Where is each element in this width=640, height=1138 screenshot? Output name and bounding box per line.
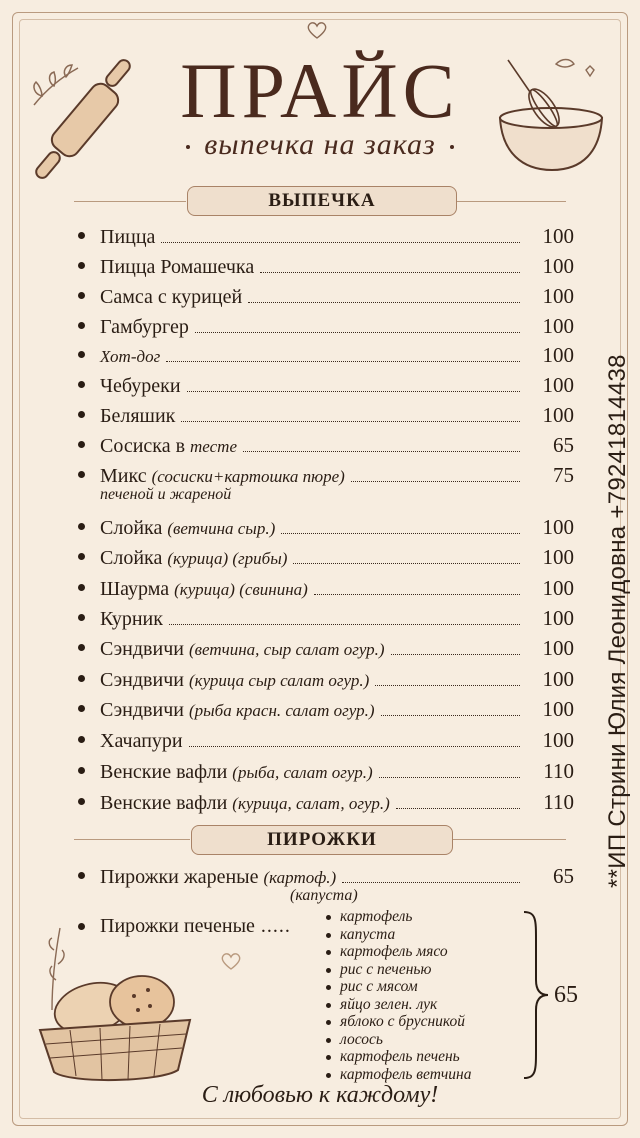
item-name: Беляшик <box>100 405 176 427</box>
dot-leader <box>281 532 520 534</box>
item-price: 100 <box>542 697 574 721</box>
item-price: 110 <box>543 759 574 783</box>
filling-item: яблоко с брусникой <box>322 1013 532 1031</box>
item-price: 100 <box>542 606 574 630</box>
dot-leader <box>351 480 520 482</box>
item-price: 100 <box>542 667 574 691</box>
item-price: 100 <box>542 515 574 539</box>
dot-icon <box>450 145 454 149</box>
dot-leader <box>189 745 520 747</box>
dot-leader <box>260 271 520 273</box>
bullet-icon <box>78 644 85 651</box>
item-name: Хачапури <box>100 730 183 752</box>
page-title: ПРАЙС <box>180 47 460 134</box>
bullet-icon <box>78 705 85 712</box>
item-note: печеной и жареной <box>100 486 232 503</box>
item-price: 100 <box>542 343 574 367</box>
dot-leader <box>391 653 520 655</box>
item-price: 100 <box>542 545 574 569</box>
bread-basket-icon <box>30 920 200 1090</box>
bullet-icon <box>78 614 85 621</box>
item-name: Микс (сосиски+картошка пюре) <box>100 465 345 487</box>
filling-item: капуста <box>322 926 532 944</box>
item-price: 100 <box>542 254 574 278</box>
bullet-icon <box>78 798 85 805</box>
dot-leader <box>187 390 520 392</box>
item-name: Слойка (ветчина сыр.) <box>100 517 276 539</box>
item-note: (капуста) <box>290 887 358 904</box>
item-name: Пирожки печеные <box>100 915 255 937</box>
bullet-icon <box>78 232 85 239</box>
bullet-icon <box>78 675 85 682</box>
item-name: Самса с курицей <box>100 286 243 308</box>
bullet-icon <box>78 351 85 358</box>
filling-item: картофель печень <box>322 1048 532 1066</box>
bullet-icon <box>78 584 85 591</box>
dot-leader <box>375 684 520 686</box>
item-price: 100 <box>542 373 574 397</box>
item-name: Сосиска в тесте <box>100 435 237 457</box>
item-name: Хот-дог <box>100 347 161 366</box>
filling-item: картофель ветчина <box>322 1066 532 1084</box>
side-contact: **ИП Стрини Юлия Леонидовна +79241814438 <box>604 354 631 888</box>
item-price: 100 <box>542 224 574 248</box>
dot-leader <box>181 420 520 422</box>
bullet-icon <box>78 767 85 774</box>
item-price: 75 <box>553 463 574 487</box>
bullet-icon <box>78 553 85 560</box>
item-name: Сэндвичи (рыба красн. салат огур.) <box>100 699 375 721</box>
heart-icon <box>220 950 242 972</box>
item-price: 65 <box>553 864 574 888</box>
item-price: 100 <box>542 728 574 752</box>
section-title-bakery: ВЫПЕЧКА <box>187 186 457 216</box>
brace-icon <box>520 910 550 1080</box>
bullet-icon <box>78 262 85 269</box>
dot-leader <box>243 450 520 452</box>
item-name: Курник <box>100 608 163 630</box>
item-price: 100 <box>542 284 574 308</box>
filling-item: картофель <box>322 908 532 926</box>
item-name: Сэндвичи (курица сыр салат огур.) <box>100 669 370 691</box>
dot-leader <box>293 562 520 564</box>
filling-item: яйцо зелен. лук <box>322 996 532 1014</box>
dot-leader <box>379 776 520 778</box>
item-price: 100 <box>542 314 574 338</box>
dot-leader <box>381 714 521 716</box>
bullet-icon <box>78 872 85 879</box>
bullet-icon <box>78 322 85 329</box>
divider <box>456 201 566 202</box>
item-name: Гамбургер <box>100 316 189 338</box>
item-name: Венские вафли (курица, салат, огур.) <box>100 792 390 814</box>
item-name: Чебуреки <box>100 375 181 397</box>
dot-icon <box>186 145 190 149</box>
dot-leader <box>169 623 520 625</box>
dot-leader: ..... <box>260 915 291 937</box>
filling-item: картофель мясо <box>322 943 532 961</box>
divider <box>74 839 190 840</box>
divider <box>452 839 566 840</box>
item-price: 100 <box>542 636 574 660</box>
item-name: Слойка (курица) (грибы) <box>100 547 288 569</box>
baked-fillings-list <box>322 908 532 1083</box>
dot-leader <box>342 881 520 883</box>
bullet-icon <box>78 736 85 743</box>
dot-leader <box>248 301 520 303</box>
section-title-pies: ПИРОЖКИ <box>191 825 453 855</box>
item-name: Пирожки жареные (картоф.) <box>100 866 337 888</box>
footer-tagline: С любовью к каждому! <box>201 1082 439 1108</box>
filling-item: лосось <box>322 1031 532 1049</box>
bullet-icon <box>78 292 85 299</box>
baked-pies-price: 65 <box>554 982 578 1008</box>
item-price: 65 <box>553 433 574 457</box>
item-name: Венские вафли (рыба, салат огур.) <box>100 761 373 783</box>
dot-leader <box>166 360 520 362</box>
dot-leader <box>195 331 520 333</box>
page-subtitle <box>0 128 640 162</box>
item-name: Сэндвичи (ветчина, сыр салат огур.) <box>100 638 385 660</box>
bullet-icon <box>78 411 85 418</box>
dot-leader <box>161 241 520 243</box>
bullet-icon <box>78 441 85 448</box>
bullet-icon <box>78 471 85 478</box>
filling-item: рис с печенью <box>322 961 532 979</box>
bullet-icon <box>78 381 85 388</box>
item-name: Пицца Ромашечка <box>100 256 255 278</box>
dot-leader <box>396 807 520 809</box>
filling-item: рис с мясом <box>322 978 532 996</box>
item-price: 100 <box>542 403 574 427</box>
item-price: 110 <box>543 790 574 814</box>
heart-icon <box>306 20 328 40</box>
divider <box>74 201 186 202</box>
bullet-icon <box>78 523 85 530</box>
item-name: Шаурма (курица) (свинина) <box>100 578 308 600</box>
item-price: 100 <box>542 576 574 600</box>
subtitle-text: выпечка на заказ <box>204 128 436 161</box>
dot-leader <box>314 593 520 595</box>
item-name: Пицца <box>100 226 156 248</box>
